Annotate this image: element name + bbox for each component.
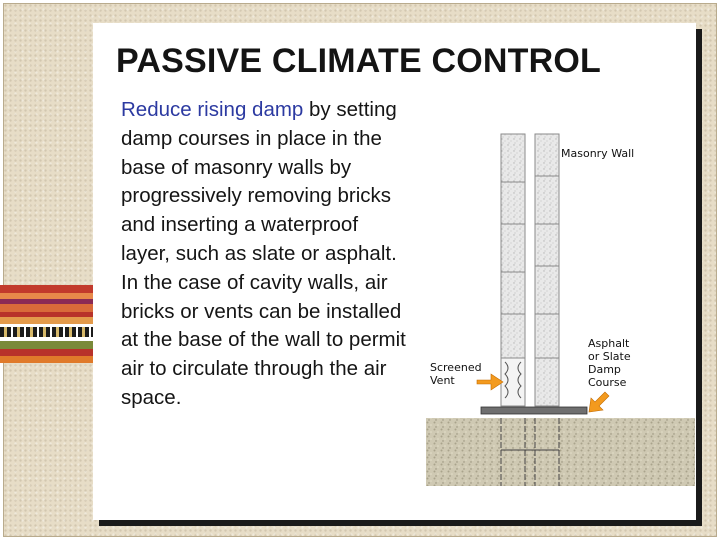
body-highlight: Reduce rising damp — [121, 98, 304, 121]
label-screened: Screened — [430, 361, 482, 374]
label-asphalt: Asphalt — [588, 337, 630, 350]
label-vent: Vent — [430, 374, 455, 387]
masonry-wall-right-leaf — [535, 134, 559, 406]
damp-course-arrow-icon — [589, 392, 609, 412]
damp-course-slab — [481, 407, 587, 414]
vent-arrow-icon — [477, 374, 503, 390]
slide-title: PASSIVE CLIMATE CONTROL — [116, 42, 602, 80]
label-masonry-wall: Masonry Wall — [561, 147, 635, 160]
label-or-slate: or Slate — [588, 350, 631, 363]
ground — [426, 418, 695, 486]
decorative-stripes — [0, 285, 96, 363]
label-damp: Damp — [588, 363, 621, 376]
body-rest: by setting damp courses in place in the base of masonry walls by progressively removing bricks and inserting a waterproof layer, such as slate or asphalt. In the case of cavity walls, air bricks or vents can be installed at the base of the wall to permit air to circulate through the air space. — [121, 98, 406, 409]
label-course: Course — [588, 376, 627, 389]
slide-body-text — [121, 96, 406, 413]
masonry-wall-left-leaf — [501, 134, 525, 406]
damp-course-diagram — [405, 120, 695, 490]
